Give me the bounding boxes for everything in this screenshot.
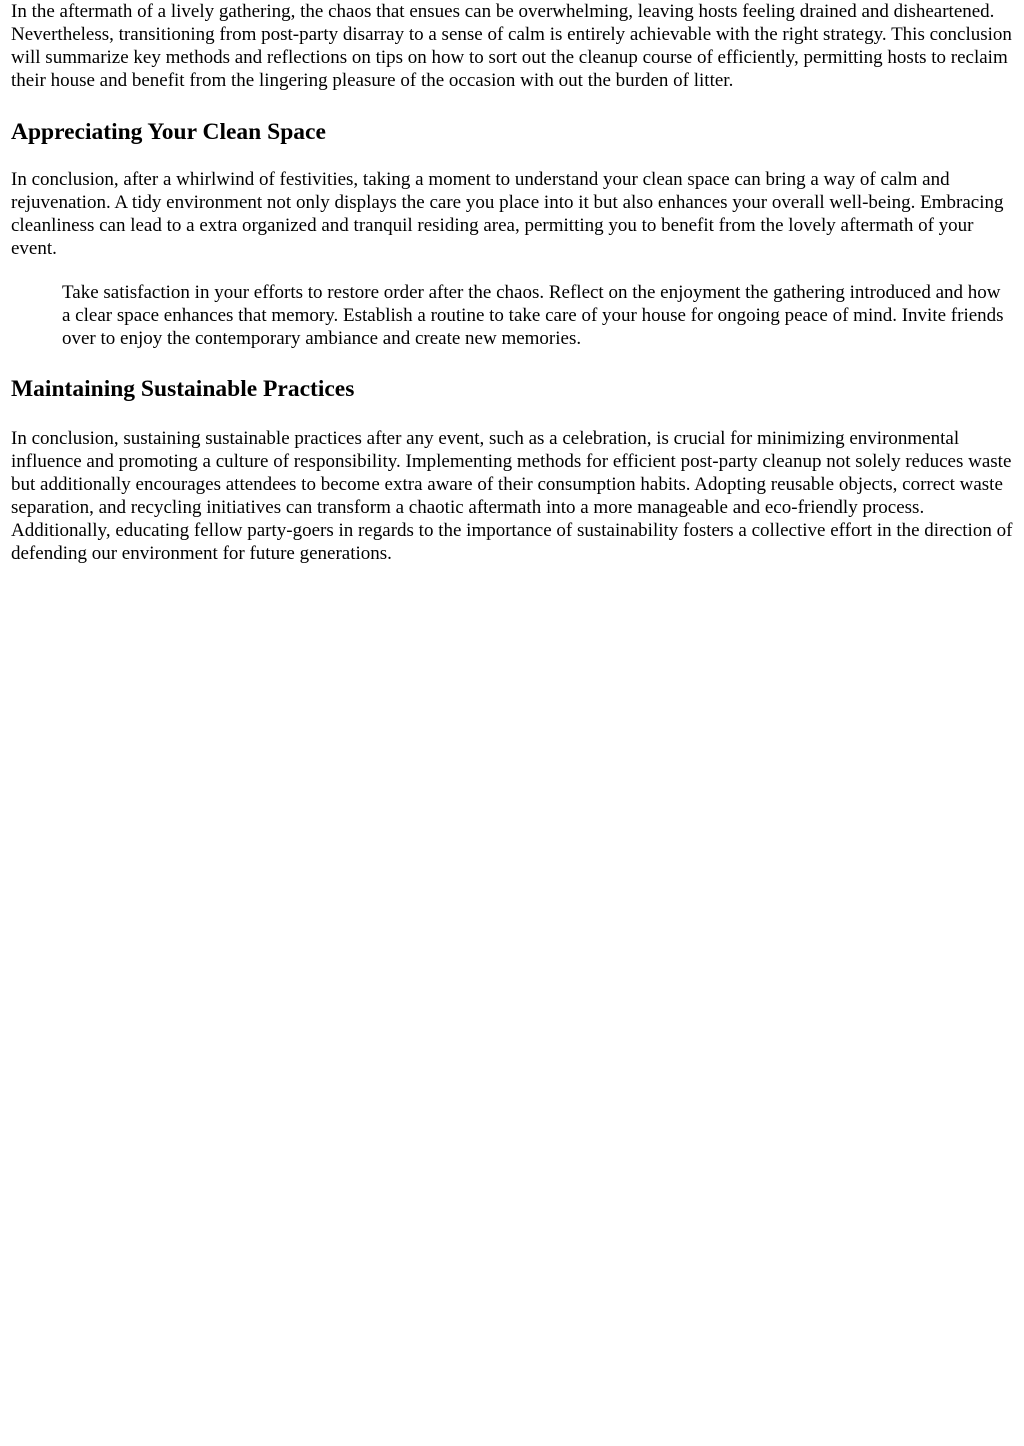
section-paragraph-sustainable: In conclusion, sustaining sustainable practices after any event, such as a celebration, is crucial for minimizing environmental influence and promoting a culture of responsibility. Implementing methods for efficient post-party cleanup not solely reduces waste but additionally encourages attendees to become extra aware of their consumption habits. Adopting reusable objects, correct waste separation, and recycling initiatives can transform a chaotic aftermath into a more manageable and eco-friendly process. Additionally, educating fellow party-goers in regards to the importance of sustainability fosters a collective effort in the direction of defending our environment for future generations. [11, 428, 1013, 564]
indented-quote: Take satisfaction in your efforts to restore order after the chaos. Reflect on the enjoyment the gathering introduced and how a clear space enhances that memory. Establish a routine to take care of your house for ongoing peace of mind. Invite friends over to enjoy the contemporary ambiance and create new memories. [62, 282, 1004, 349]
document-page [0, 0, 1024, 565]
section-heading-sustainable: Maintaining Sustainable Practices [11, 376, 355, 402]
intro-paragraph: In the aftermath of a lively gathering, the chaos that ensues can be overwhelming, leaving hosts feeling drained and disheartened. Nevertheless, transitioning from post-party disarray to a sense of calm is entirely achievable with the right strategy. This conclusion will summarize key methods and reflections on tips on how to sort out the cleanup course of efficiently, permitting hosts to reclaim their house and benefit from the lingering pleasure of the occasion with out the burden of litter. [11, 1, 1012, 91]
section-paragraph-appreciating: In conclusion, after a whirlwind of festivities, taking a moment to understand your clean space can bring a way of calm and rejuvenation. A tidy environment not only displays the care you place into it but also enhances your overall well-being. Embracing cleanliness can lead to a extra organized and tranquil residing area, permitting you to benefit from the lovely aftermath of your event. [11, 169, 1004, 259]
section-heading-appreciating: Appreciating Your Clean Space [11, 119, 326, 145]
